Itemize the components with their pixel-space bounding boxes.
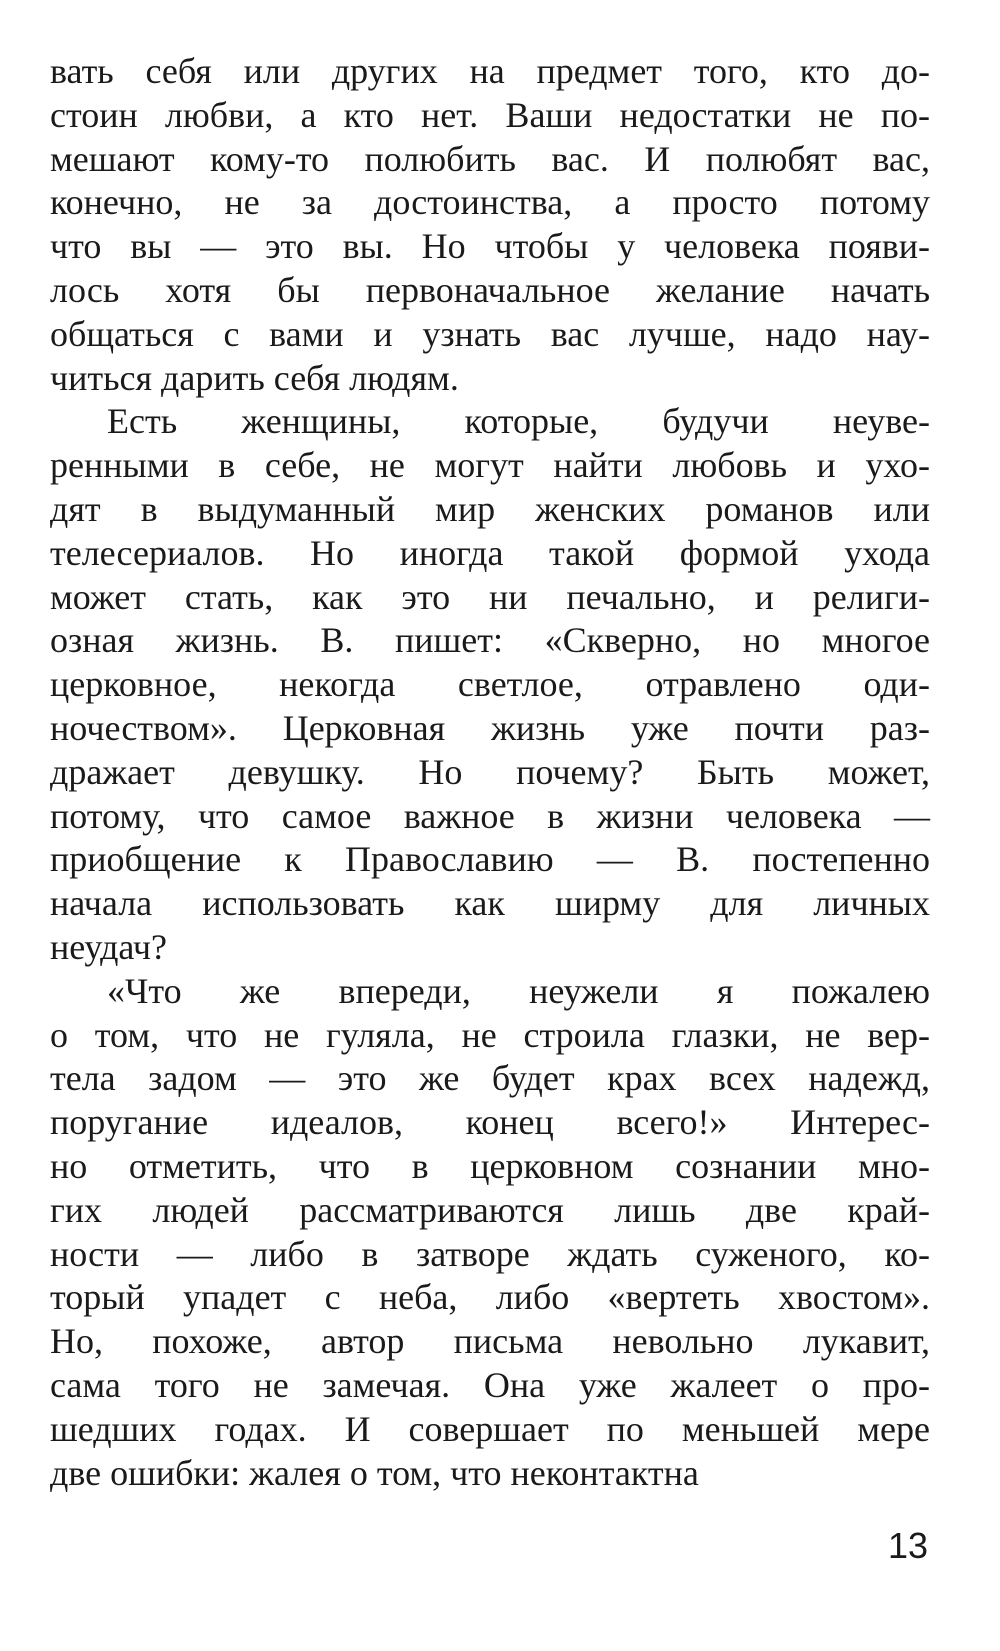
text-line: что вы — это вы. Но чтобы у человека появи-	[50, 226, 930, 267]
text-line: поругание идеалов, конец всего!» Интерес-	[50, 1102, 930, 1143]
text-line: приобщение к Православию — В. постепенно	[50, 839, 930, 880]
text-line: гих людей рассматриваются лишь две край-	[50, 1189, 930, 1230]
text-line: сама того не замечая. Она уже жалеет о про-	[50, 1364, 930, 1405]
text-line: начала использовать как ширму для личных	[50, 883, 930, 924]
page-number: 13	[887, 1525, 928, 1566]
text-line: Но, похоже, автор письма невольно лукавит,	[50, 1321, 930, 1362]
text-line: две ошибки: жалея о том, что неконтактна	[50, 1452, 699, 1493]
text-line: тела задом — это же будет крах всех надежд,	[50, 1058, 930, 1099]
text-line: ности — либо в затворе ждать суженого, ко-	[50, 1233, 930, 1274]
paragraph	[50, 50, 930, 400]
text-line: общаться с вами и узнать вас лучше, надо нау-	[50, 313, 930, 354]
text-line: ночеством». Церковная жизнь уже почти раз-	[50, 707, 930, 748]
text-line: вать себя или других на предмет того, кто до-	[50, 51, 930, 91]
text-line: стоин любви, а кто нет. Ваши недостатки не по-	[50, 94, 930, 135]
text-line: читься дарить себя людям.	[50, 357, 459, 398]
text-line: о том, что не гуляла, не строила глазки, не вер-	[50, 1014, 930, 1055]
text-line: мешают кому-то полюбить вас. И полюбят вас,	[50, 138, 930, 179]
text-line: шедших годах. И совершает по меньшей мере	[50, 1408, 930, 1449]
text-line: лось хотя бы первоначальное желание начать	[50, 269, 930, 310]
text-line: «Что же впереди, неужели я пожалею	[107, 970, 930, 1011]
paragraph	[50, 400, 930, 969]
text-line: ренными в себе, не могут найти любовь и ухо-	[50, 445, 930, 486]
text-line: конечно, не за достоинства, а просто потому	[50, 182, 930, 223]
text-line: торый упадет с неба, либо «вертеть хвостом».	[50, 1277, 930, 1318]
paragraph	[50, 970, 930, 1496]
body-text	[50, 50, 930, 1495]
text-line: может стать, как это ни печально, и религи-	[50, 576, 930, 617]
text-line: дражает девушку. Но почему? Быть может,	[50, 751, 930, 792]
text-line: но отметить, что в церковном сознании мно-	[50, 1145, 930, 1186]
text-line: телесериалов. Но иногда такой формой ухода	[50, 532, 930, 573]
text-line: неудач?	[50, 926, 168, 967]
text-line: Есть женщины, которые, будучи неуве-	[107, 401, 930, 442]
text-line: дят в выдуманный мир женских романов или	[50, 488, 930, 529]
text-line: потому, что самое важное в жизни человека —	[50, 795, 930, 836]
text-line: церковное, некогда светлое, отравлено оди-	[50, 664, 930, 705]
text-line: озная жизнь. В. пишет: «Скверно, но многое	[50, 620, 930, 661]
